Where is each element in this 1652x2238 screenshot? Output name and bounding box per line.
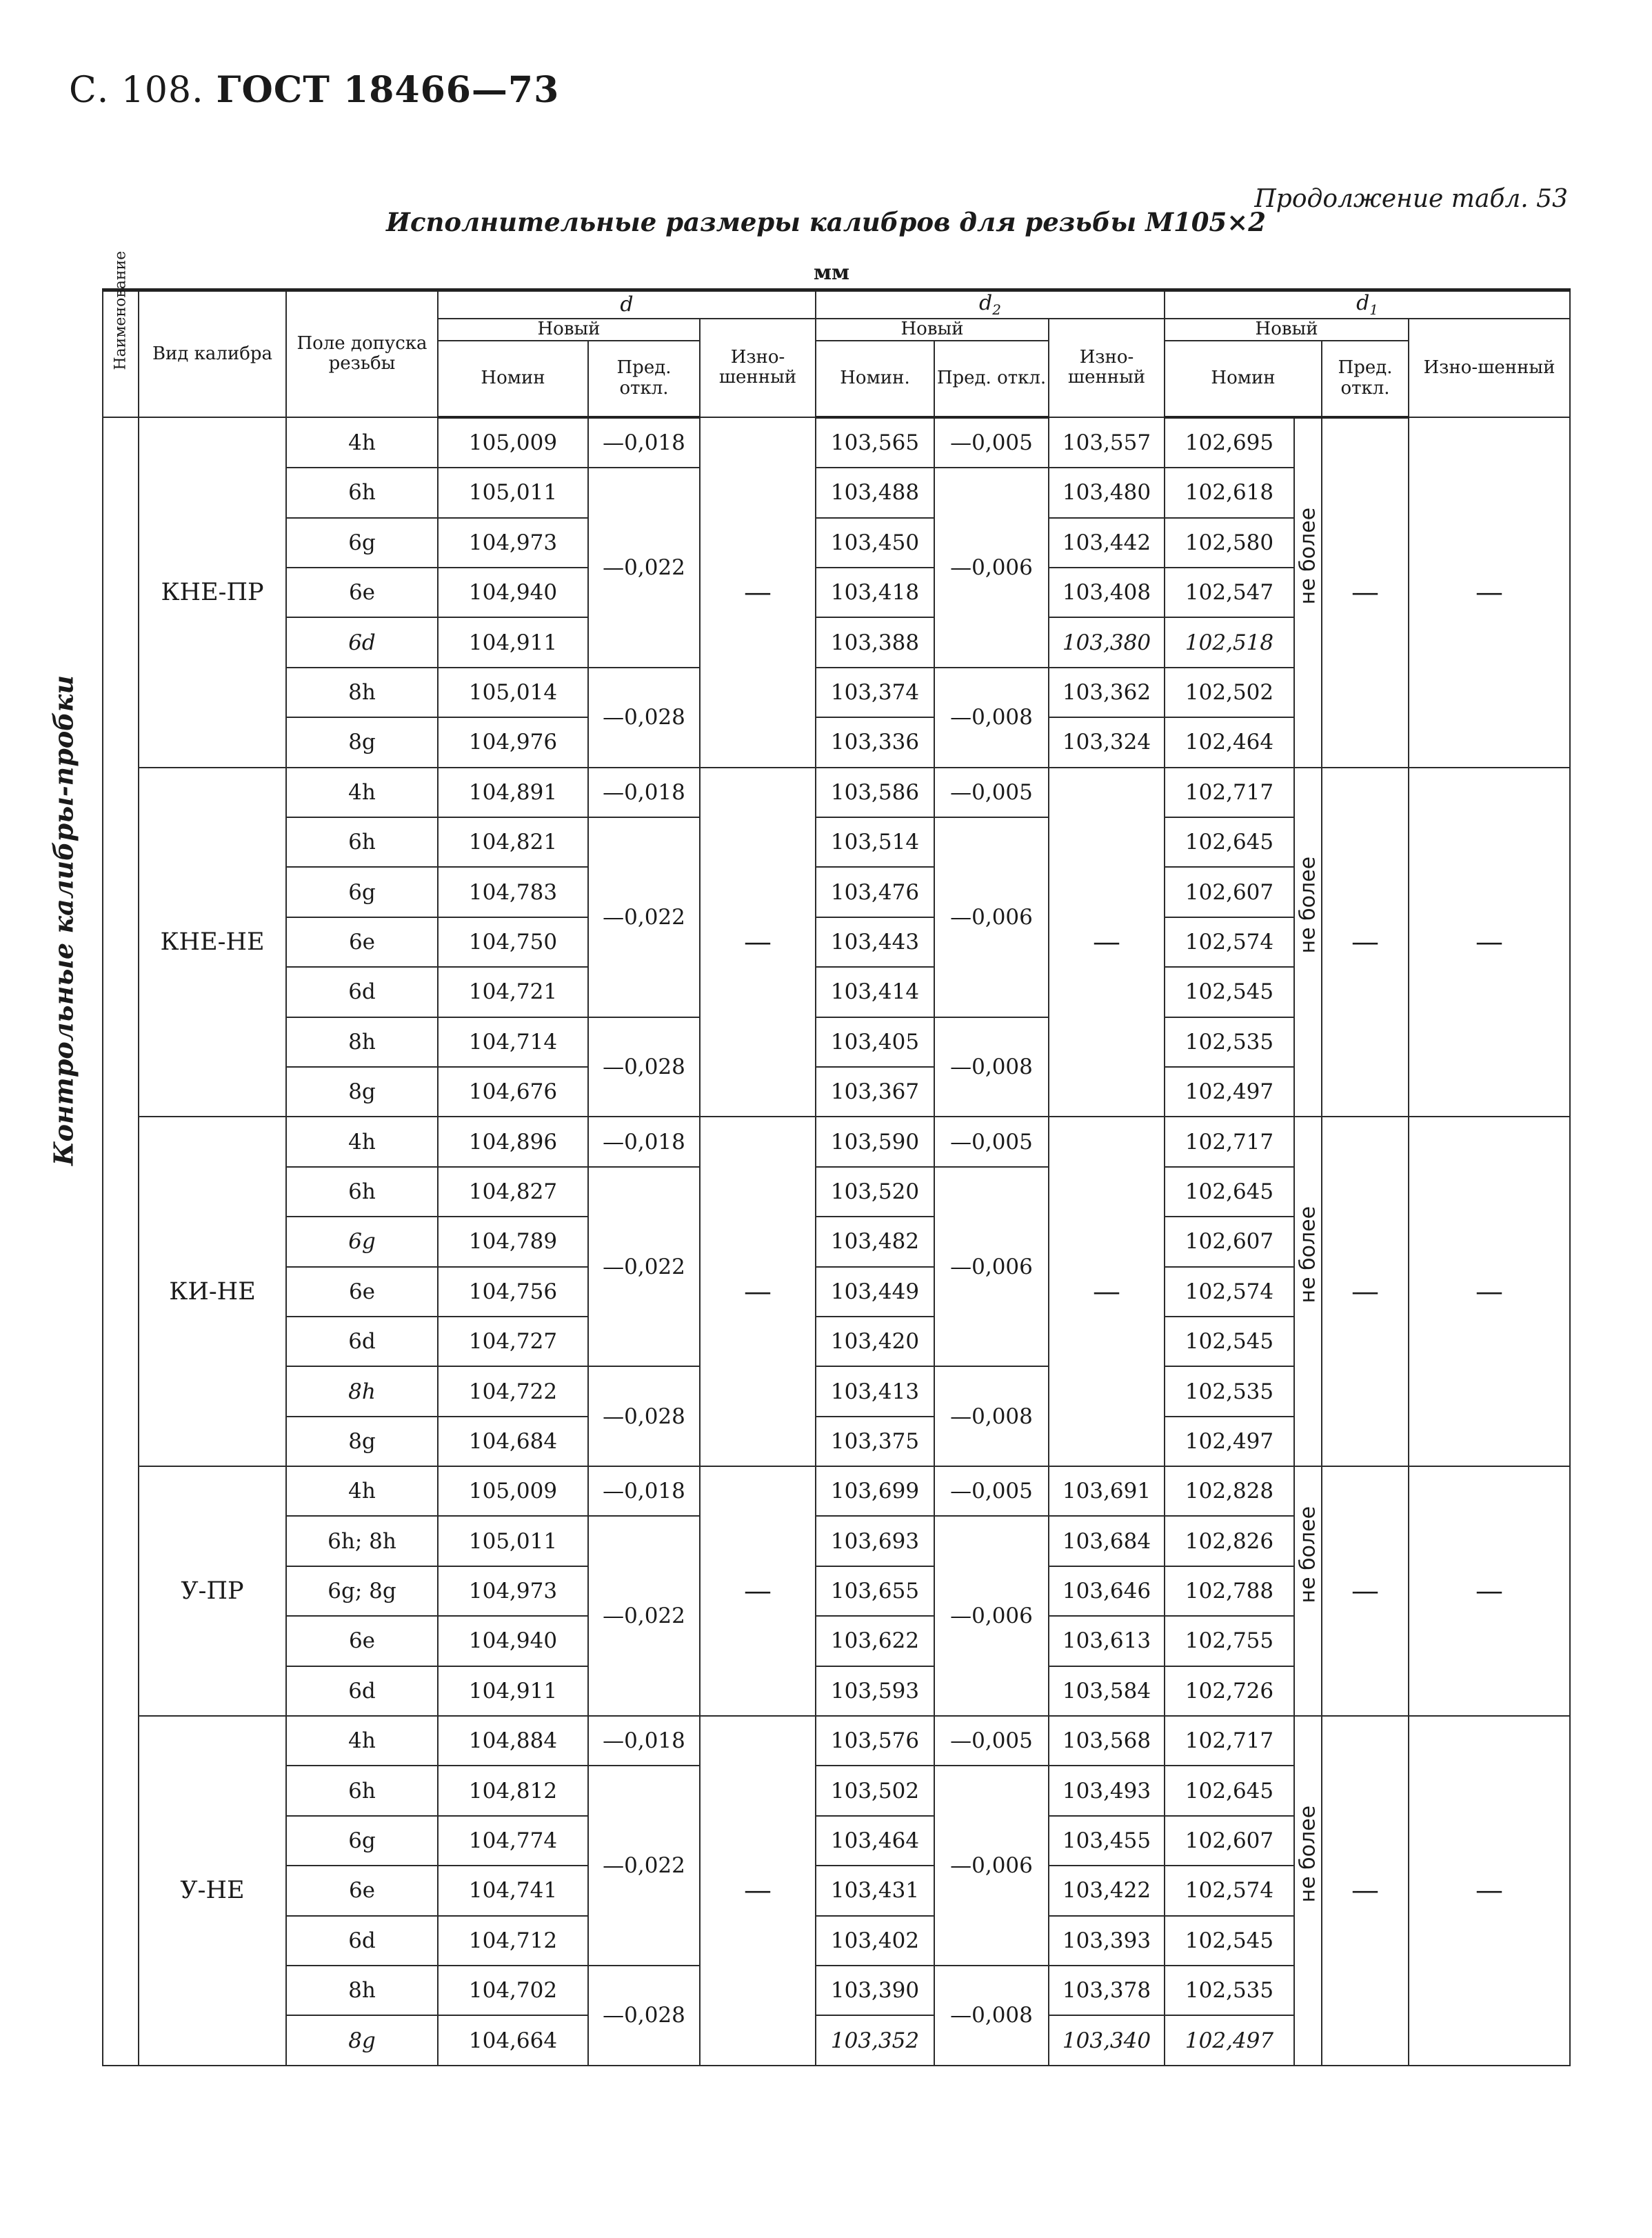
d2-worn-cell: 103,691 <box>1049 1466 1165 1516</box>
d2-nominal-cell: 103,593 <box>816 1666 934 1716</box>
tolerance-cell: 8g <box>286 1067 438 1117</box>
d2-nominal-cell: 103,464 <box>816 1816 934 1866</box>
group-name-cell <box>103 417 139 2066</box>
d2-worn-cell: 103,613 <box>1049 1616 1165 1666</box>
tolerance-cell: 4h <box>286 1117 438 1166</box>
d1-worn-cell: — <box>1409 417 1570 768</box>
tolerance-cell: 8h <box>286 1017 438 1067</box>
d-nominal-cell: 104,884 <box>438 1716 588 1766</box>
d1-nominal-cell: 102,607 <box>1165 867 1294 917</box>
d2-worn-cell: — <box>1049 768 1165 1117</box>
d-nominal-cell: 104,727 <box>438 1317 588 1366</box>
d2-nominal-cell: 103,476 <box>816 867 934 917</box>
d1-deviation-cell: — <box>1322 1466 1409 1716</box>
d-worn-cell: — <box>700 1716 816 2066</box>
d2-worn-cell: 103,362 <box>1049 668 1165 717</box>
gauge-type-cell: У-НЕ <box>139 1716 286 2066</box>
d2-nominal-header: Номин. <box>816 341 934 417</box>
tolerance-cell: 4h <box>286 768 438 817</box>
d2-nominal-cell: 103,375 <box>816 1417 934 1466</box>
table-row <box>103 417 1570 468</box>
d1-deviation-header: Пред. откл. <box>1322 341 1409 417</box>
d1-nominal-cell: 102,574 <box>1165 1866 1294 1915</box>
d2-nominal-cell: 103,420 <box>816 1317 934 1366</box>
d2-worn-cell: 103,408 <box>1049 568 1165 617</box>
d-nominal-cell: 104,714 <box>438 1017 588 1067</box>
d2-deviation-cell: —0,006 <box>934 817 1049 1017</box>
d1-max-label: не более <box>1294 1716 1322 2066</box>
d2-nominal-cell: 103,622 <box>816 1616 934 1666</box>
d2-nominal-cell: 103,413 <box>816 1366 934 1416</box>
d2-nominal-cell: 103,431 <box>816 1866 934 1915</box>
d1-nominal-cell: 102,826 <box>1165 1516 1294 1566</box>
d2-worn-cell: 103,324 <box>1049 717 1165 767</box>
page-header <box>69 69 559 111</box>
d2-deviation-cell: —0,005 <box>934 417 1049 468</box>
tolerance-cell: 8g <box>286 2015 438 2065</box>
d2-deviation-cell: —0,006 <box>934 1167 1049 1367</box>
d-new-header: Новый <box>438 319 700 341</box>
d-nominal-cell: 104,821 <box>438 817 588 867</box>
d-nominal-cell: 104,973 <box>438 1566 588 1616</box>
d-deviation-cell: —0,028 <box>588 1366 700 1466</box>
gauge-type-cell: КНЕ-ПР <box>139 417 286 768</box>
d2-nominal-cell: 103,449 <box>816 1267 934 1317</box>
d1-nominal-cell: 102,607 <box>1165 1217 1294 1266</box>
d-nominal-cell: 105,009 <box>438 1466 588 1516</box>
d2-worn-cell: 103,584 <box>1049 1666 1165 1716</box>
d-deviation-cell: —0,022 <box>588 468 700 668</box>
d2-worn-cell: 103,380 <box>1049 617 1165 667</box>
d-nominal-cell: 105,014 <box>438 668 588 717</box>
tolerance-cell: 4h <box>286 417 438 468</box>
tolerance-cell: 6d <box>286 617 438 667</box>
tolerance-cell: 8h <box>286 1366 438 1416</box>
d-nominal-cell: 104,911 <box>438 1666 588 1716</box>
d1-deviation-cell: — <box>1322 417 1409 768</box>
d2-nominal-cell: 103,520 <box>816 1167 934 1217</box>
d-nominal-cell: 104,940 <box>438 1616 588 1666</box>
tolerance-cell: 6h <box>286 817 438 867</box>
d1-nominal-cell: 102,607 <box>1165 1816 1294 1866</box>
d2-new-header: Новый <box>816 319 1049 341</box>
d2-deviation-cell: —0,006 <box>934 1516 1049 1716</box>
continuation-note: Продолжение табл. 53 <box>1254 185 1568 213</box>
d2-nominal-cell: 103,352 <box>816 2015 934 2065</box>
d1-nominal-cell: 102,545 <box>1165 967 1294 1017</box>
d1-deviation-cell: — <box>1322 1716 1409 2066</box>
d1-nominal-cell: 102,535 <box>1165 1017 1294 1067</box>
gauge-type-cell: КИ-НЕ <box>139 1117 286 1466</box>
d2-nominal-cell: 103,576 <box>816 1716 934 1766</box>
d-nominal-cell: 104,722 <box>438 1366 588 1416</box>
d2-nominal-cell: 103,443 <box>816 917 934 967</box>
d2-nominal-cell: 103,374 <box>816 668 934 717</box>
col-d1-header: $d_1$ <box>1165 290 1570 319</box>
d2-nominal-cell: 103,502 <box>816 1766 934 1815</box>
d2-deviation-cell: —0,008 <box>934 668 1049 768</box>
tolerance-cell: 6e <box>286 1866 438 1915</box>
d-deviation-cell: —0,028 <box>588 1966 700 2066</box>
d1-deviation-cell: — <box>1322 768 1409 1117</box>
d2-nominal-cell: 103,514 <box>816 817 934 867</box>
tolerance-cell: 6e <box>286 917 438 967</box>
d-nominal-cell: 104,973 <box>438 518 588 568</box>
d2-deviation-cell: —0,008 <box>934 1366 1049 1466</box>
d2-nominal-cell: 103,450 <box>816 518 934 568</box>
d-nominal-cell: 105,011 <box>438 1516 588 1566</box>
d2-worn-cell: 103,442 <box>1049 518 1165 568</box>
d-nominal-cell: 105,009 <box>438 417 588 468</box>
d-worn-cell: — <box>700 768 816 1117</box>
d2-nominal-cell: 103,586 <box>816 768 934 817</box>
d2-deviation-header: Пред. откл. <box>934 341 1049 417</box>
tolerance-cell: 6g; 8g <box>286 1566 438 1616</box>
d2-worn-cell: 103,646 <box>1049 1566 1165 1616</box>
d1-nominal-cell: 102,497 <box>1165 2015 1294 2065</box>
d2-worn-cell: 103,557 <box>1049 417 1165 468</box>
d2-nominal-cell: 103,390 <box>816 1966 934 2015</box>
d-nominal-cell: 104,891 <box>438 768 588 817</box>
d2-nominal-cell: 103,402 <box>816 1916 934 1966</box>
d-nominal-cell: 104,721 <box>438 967 588 1017</box>
d1-nominal-cell: 102,535 <box>1165 1366 1294 1416</box>
d2-worn-cell: 103,493 <box>1049 1766 1165 1815</box>
col-d-header: d <box>438 290 816 319</box>
d2-nominal-cell: 103,367 <box>816 1067 934 1117</box>
d-deviation-cell: —0,028 <box>588 668 700 768</box>
d2-deviation-cell: —0,005 <box>934 1716 1049 1766</box>
d1-nominal-cell: 102,497 <box>1165 1067 1294 1117</box>
d2-worn-header: Изно-шенный <box>1049 319 1165 417</box>
d1-max-label: не более <box>1294 768 1322 1117</box>
d1-nominal-cell: 102,828 <box>1165 1466 1294 1516</box>
d2-nominal-cell: 103,414 <box>816 967 934 1017</box>
d2-worn-cell: 103,480 <box>1049 468 1165 517</box>
d1-nominal-cell: 102,717 <box>1165 1117 1294 1166</box>
tolerance-cell: 6e <box>286 1267 438 1317</box>
d2-worn-cell: 103,340 <box>1049 2015 1165 2065</box>
d1-nominal-cell: 102,580 <box>1165 518 1294 568</box>
d1-worn-cell: — <box>1409 1117 1570 1466</box>
d1-nominal-cell: 102,645 <box>1165 817 1294 867</box>
table-caption: Исполнительные размеры калибров для резьбы М105×2 <box>385 207 1267 237</box>
table-row <box>103 768 1570 817</box>
tolerance-cell: 6h <box>286 1766 438 1815</box>
tolerance-cell: 6g <box>286 518 438 568</box>
d2-nominal-cell: 103,418 <box>816 568 934 617</box>
group-name: Контрольные калибры-пробки <box>48 675 79 1166</box>
d1-max-label: не более <box>1294 417 1322 768</box>
col-name-header: Наименование <box>103 290 139 417</box>
d-nominal-cell: 104,756 <box>438 1267 588 1317</box>
d-nominal-cell: 104,741 <box>438 1866 588 1915</box>
d-worn-cell: — <box>700 1117 816 1466</box>
d2-nominal-cell: 103,699 <box>816 1466 934 1516</box>
d-nominal-cell: 104,664 <box>438 2015 588 2065</box>
d1-worn-header: Изно-шенный <box>1409 319 1570 417</box>
tolerance-cell: 4h <box>286 1466 438 1516</box>
d2-nominal-cell: 103,565 <box>816 417 934 468</box>
d2-deviation-cell: —0,005 <box>934 1466 1049 1516</box>
d-deviation-cell: —0,018 <box>588 1117 700 1166</box>
d-deviation-cell: —0,018 <box>588 768 700 817</box>
d1-worn-cell: — <box>1409 1466 1570 1716</box>
tolerance-cell: 6e <box>286 1616 438 1666</box>
d1-nominal-cell: 102,545 <box>1165 1317 1294 1366</box>
d1-nominal-header: Номин <box>1165 341 1322 417</box>
d2-nominal-cell: 103,488 <box>816 468 934 517</box>
d-nominal-cell: 104,750 <box>438 917 588 967</box>
tolerance-cell: 4h <box>286 1716 438 1766</box>
d1-worn-cell: — <box>1409 1716 1570 2066</box>
d2-deviation-cell: —0,005 <box>934 768 1049 817</box>
gauge-type-cell: КНЕ-НЕ <box>139 768 286 1117</box>
d-nominal-cell: 104,896 <box>438 1117 588 1166</box>
tolerance-cell: 6g <box>286 867 438 917</box>
tolerance-cell: 6g <box>286 1816 438 1866</box>
d-deviation-cell: —0,022 <box>588 817 700 1017</box>
d-nominal-cell: 104,789 <box>438 1217 588 1266</box>
d2-nominal-cell: 103,405 <box>816 1017 934 1067</box>
d1-nominal-cell: 102,645 <box>1165 1167 1294 1217</box>
table-row <box>103 1117 1570 1166</box>
d-worn-cell: — <box>700 417 816 768</box>
d1-nominal-cell: 102,717 <box>1165 1716 1294 1766</box>
d2-worn-cell: 103,422 <box>1049 1866 1165 1915</box>
tolerance-cell: 6h <box>286 1167 438 1217</box>
d1-new-header: Новый <box>1165 319 1409 341</box>
d-deviation-cell: —0,022 <box>588 1516 700 1716</box>
d-nominal-cell: 104,976 <box>438 717 588 767</box>
d1-nominal-cell: 102,518 <box>1165 617 1294 667</box>
d1-nominal-cell: 102,717 <box>1165 768 1294 817</box>
d2-deviation-cell: —0,006 <box>934 468 1049 668</box>
gauge-type-cell: У-ПР <box>139 1466 286 1716</box>
col-d2-header: $d_2$ <box>816 290 1165 319</box>
tolerance-cell: 6d <box>286 1666 438 1716</box>
d-deviation-cell: —0,028 <box>588 1017 700 1117</box>
table-body <box>103 417 1570 2066</box>
d-nominal-cell: 104,911 <box>438 617 588 667</box>
d1-nominal-cell: 102,726 <box>1165 1666 1294 1716</box>
d2-worn-cell: 103,378 <box>1049 1966 1165 2015</box>
d2-worn-cell: 103,684 <box>1049 1516 1165 1566</box>
d2-deviation-cell: —0,008 <box>934 1017 1049 1117</box>
tolerance-cell: 6d <box>286 1916 438 1966</box>
d1-nominal-cell: 102,618 <box>1165 468 1294 517</box>
d1-nominal-cell: 102,755 <box>1165 1616 1294 1666</box>
unit-label: мм <box>814 261 850 285</box>
d1-nominal-cell: 102,574 <box>1165 917 1294 967</box>
d-nominal-cell: 104,676 <box>438 1067 588 1117</box>
d1-nominal-cell: 102,502 <box>1165 668 1294 717</box>
d2-worn-cell: 103,568 <box>1049 1716 1165 1766</box>
tolerance-cell: 6h <box>286 468 438 517</box>
d2-deviation-cell: —0,006 <box>934 1766 1049 1966</box>
tolerance-cell: 8g <box>286 717 438 767</box>
d-deviation-cell: —0,018 <box>588 417 700 468</box>
tolerance-cell: 6d <box>286 1317 438 1366</box>
col-gauge-type-header: Вид калибра <box>139 290 286 417</box>
tolerance-cell: 8h <box>286 668 438 717</box>
tolerance-cell: 6e <box>286 568 438 617</box>
d2-nominal-cell: 103,482 <box>816 1217 934 1266</box>
d2-worn-cell: — <box>1049 1117 1165 1466</box>
table-row <box>103 1716 1570 1766</box>
d1-max-label: не более <box>1294 1466 1322 1716</box>
d-deviation-header: Пред. откл. <box>588 341 700 417</box>
d1-nominal-cell: 102,574 <box>1165 1267 1294 1317</box>
d-worn-header: Изно-шенный <box>700 319 816 417</box>
d-nominal-header: Номин <box>438 341 588 417</box>
d1-nominal-cell: 102,645 <box>1165 1766 1294 1815</box>
d1-nominal-cell: 102,464 <box>1165 717 1294 767</box>
d2-nominal-cell: 103,336 <box>816 717 934 767</box>
d-nominal-cell: 104,940 <box>438 568 588 617</box>
d2-nominal-cell: 103,590 <box>816 1117 934 1166</box>
d-deviation-cell: —0,022 <box>588 1766 700 1966</box>
d2-nominal-cell: 103,388 <box>816 617 934 667</box>
page-number: С. 108. <box>69 70 204 111</box>
d2-deviation-cell: —0,008 <box>934 1966 1049 2066</box>
d1-nominal-cell: 102,535 <box>1165 1966 1294 2015</box>
d1-nominal-cell: 102,545 <box>1165 1916 1294 1966</box>
d-nominal-cell: 104,684 <box>438 1417 588 1466</box>
tolerance-cell: 6d <box>286 967 438 1017</box>
table-row <box>103 1466 1570 1516</box>
d-deviation-cell: —0,018 <box>588 1716 700 1766</box>
d2-nominal-cell: 103,693 <box>816 1516 934 1566</box>
col-tolerance-header: Поле допуска резьбы <box>286 290 438 417</box>
tolerance-cell: 8h <box>286 1966 438 2015</box>
d2-worn-cell: 103,455 <box>1049 1816 1165 1866</box>
d1-nominal-cell: 102,788 <box>1165 1566 1294 1616</box>
d-nominal-cell: 105,011 <box>438 468 588 517</box>
d1-nominal-cell: 102,547 <box>1165 568 1294 617</box>
d1-nominal-cell: 102,497 <box>1165 1417 1294 1466</box>
d2-worn-cell: 103,393 <box>1049 1916 1165 1966</box>
tolerance-cell: 6h; 8h <box>286 1516 438 1566</box>
d-nominal-cell: 104,812 <box>438 1766 588 1815</box>
d-nominal-cell: 104,783 <box>438 867 588 917</box>
tolerance-cell: 8g <box>286 1417 438 1466</box>
d-nominal-cell: 104,702 <box>438 1966 588 2015</box>
d-worn-cell: — <box>700 1466 816 1716</box>
d-nominal-cell: 104,712 <box>438 1916 588 1966</box>
d-deviation-cell: —0,018 <box>588 1466 700 1516</box>
d2-nominal-cell: 103,655 <box>816 1566 934 1616</box>
d2-deviation-cell: —0,005 <box>934 1117 1049 1166</box>
tolerance-cell: 6g <box>286 1217 438 1266</box>
standard-code: ГОСТ 18466—73 <box>216 69 560 111</box>
d1-deviation-cell: — <box>1322 1117 1409 1466</box>
d-deviation-cell: —0,022 <box>588 1167 700 1367</box>
d1-max-label: не более <box>1294 1117 1322 1466</box>
d-nominal-cell: 104,827 <box>438 1167 588 1217</box>
d1-nominal-cell: 102,695 <box>1165 417 1294 468</box>
d-nominal-cell: 104,774 <box>438 1816 588 1866</box>
d1-worn-cell: — <box>1409 768 1570 1117</box>
